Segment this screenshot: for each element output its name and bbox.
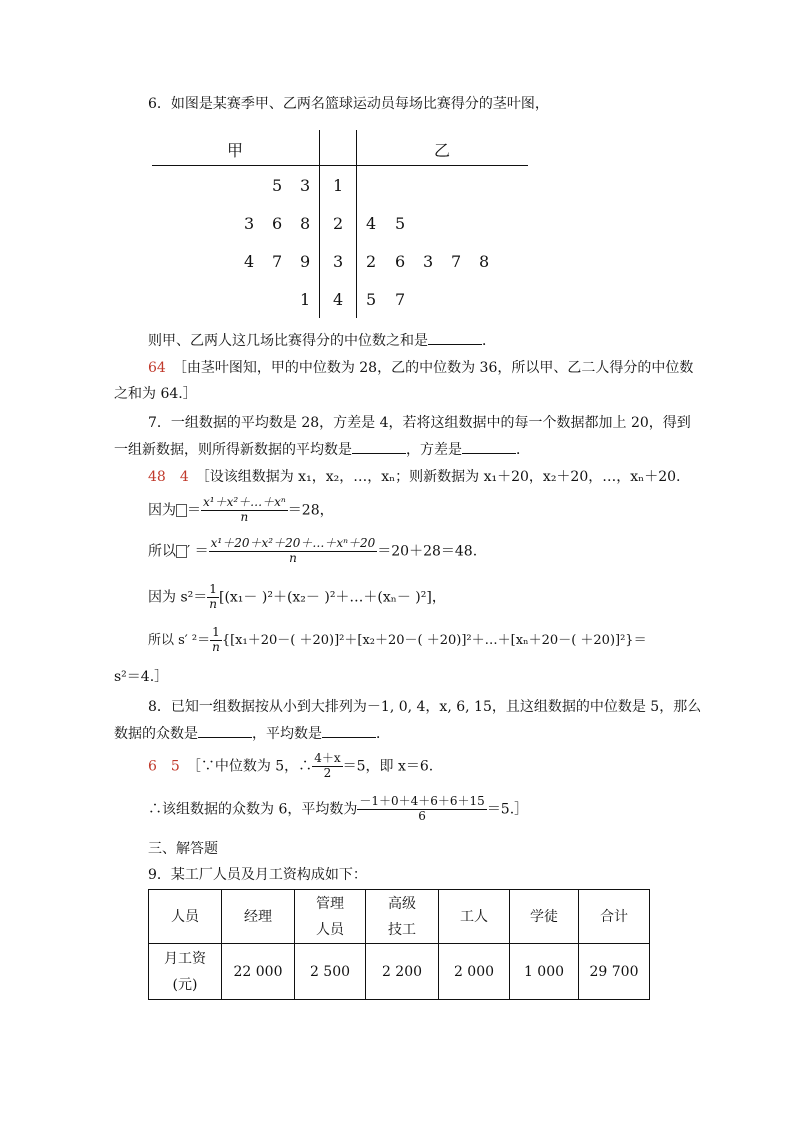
leaf-left: 9 bbox=[300, 252, 311, 271]
plot-header-right: 乙 bbox=[434, 141, 451, 160]
fraction: $\frac{4+x}{2}$ bbox=[314, 751, 341, 780]
q6-solution-cont: 之和为 64.］ bbox=[114, 386, 197, 402]
q6-question: 则甲、乙两人这几场比赛得分的中位数之和是 ． bbox=[148, 333, 496, 349]
fraction: $\frac{\text{x¹＋x²＋…＋xⁿ}}{n}$ bbox=[203, 495, 286, 524]
leaf-right: 7 bbox=[451, 252, 462, 271]
answer-blank bbox=[428, 344, 482, 345]
table-header-cell: 管理人员 bbox=[295, 890, 366, 944]
leaf-right: 4 bbox=[366, 214, 377, 233]
q9-stem: 9．某工厂人员及月工资构成如下： bbox=[148, 867, 367, 883]
table-cell: 22 000 bbox=[222, 944, 295, 1000]
q8-solution-2: ∴该组数据的众数为 6，平均数为 $\frac{-1+0+4+6+6+15}{6}$ ＝5.］ bbox=[148, 794, 529, 823]
fraction: $\frac{1}{n}$ bbox=[212, 625, 220, 654]
fraction: $\frac{1}{n}$ bbox=[209, 582, 217, 611]
q7-eq1: 因为 ＝ $\frac{\text{x¹＋x²＋…＋xⁿ}}{n}$ ＝28， bbox=[148, 495, 334, 524]
q6-solution: 64 ［由茎叶图知，甲的中位数为 28，乙的中位数为 36，所以甲、乙二人得分的中位数 bbox=[148, 360, 694, 376]
q6-answer: 64 bbox=[148, 360, 166, 376]
plot-right-divider bbox=[356, 130, 357, 318]
q8-answer: 6 5 bbox=[148, 758, 180, 775]
table-cell: 29 700 bbox=[579, 944, 650, 1000]
q7-answer: 48 4 bbox=[148, 469, 189, 485]
table-header-cell: 合计 bbox=[579, 890, 650, 944]
leaf-right: 8 bbox=[479, 252, 490, 271]
table-header-cell: 人员 bbox=[149, 890, 222, 944]
leaf-left: 8 bbox=[300, 214, 311, 233]
x-bar-symbol bbox=[176, 504, 187, 517]
q8-line1: 8．已知一组数据按从小到大排列为－1, 0, 4，x, 6, 15，且这组数据的中位数是 5，那么 bbox=[148, 699, 702, 715]
table-row bbox=[149, 944, 650, 1000]
q8-solution-1: 6 5 ［∵中位数为 5，∴ $\frac{4+x}{2}$ ＝5，即 x＝6. bbox=[148, 751, 434, 780]
table-row-label: 月工资(元) bbox=[149, 944, 222, 1000]
table-row bbox=[149, 890, 650, 944]
q7-line2: 一组新数据，则所得新数据的平均数是 ，方差是 ． bbox=[114, 442, 530, 458]
q7-solution-intro: 48 4 ［设该组数据为 x₁，x₂，…，xₙ；则新数据为 x₁＋20，x₂＋20，…，xₙ＋20. bbox=[148, 469, 681, 485]
q7-eq3: 因为 s²＝ $\frac{1}{n}$ [(x₁－ )²＋(x₂－ )²＋…＋(xₙ－ )²]， bbox=[148, 582, 446, 611]
q6-stem: 6．如图是某赛季甲、乙两名篮球运动员每场比赛得分的茎叶图， bbox=[148, 96, 549, 112]
table-cell: 2 500 bbox=[295, 944, 366, 1000]
q8-line2: 数据的众数是 ，平均数是 ． bbox=[114, 726, 390, 742]
plot-left-divider bbox=[319, 130, 320, 318]
leaf-right: 3 bbox=[423, 252, 434, 271]
q7-eq4: 所以 s′ ²＝ $\frac{1}{n}$ {[x₁＋20－( ＋20)]²＋[x₂＋20－( ＋20)]²＋…＋[xₙ＋20－( ＋20)]²}＝ bbox=[148, 625, 647, 654]
q7-eq4-end: s²＝4.］ bbox=[114, 669, 169, 685]
plot-header-left: 甲 bbox=[227, 141, 244, 160]
plot-header-line bbox=[152, 165, 528, 166]
stem-value: 3 bbox=[333, 252, 344, 271]
leaf-left: 4 bbox=[244, 252, 255, 271]
stem-value: 1 bbox=[333, 176, 344, 195]
stem-value: 2 bbox=[333, 214, 344, 233]
leaf-left: 1 bbox=[300, 290, 311, 309]
table-header-cell: 学徒 bbox=[510, 890, 579, 944]
table-cell: 2 200 bbox=[366, 944, 439, 1000]
table-header-cell: 高级技工 bbox=[366, 890, 439, 944]
leaf-left: 3 bbox=[244, 214, 255, 233]
wage-table bbox=[148, 889, 650, 1000]
table-header-cell: 经理 bbox=[222, 890, 295, 944]
answer-blank bbox=[462, 453, 516, 454]
table-cell: 1 000 bbox=[510, 944, 579, 1000]
x-bar-symbol bbox=[176, 545, 187, 558]
answer-blank bbox=[198, 737, 252, 738]
answer-blank bbox=[352, 453, 406, 454]
leaf-right: 5 bbox=[395, 214, 406, 233]
leaf-right: 6 bbox=[395, 252, 406, 271]
leaf-left: 5 bbox=[272, 176, 283, 195]
leaf-right: 5 bbox=[366, 290, 377, 309]
leaf-right: 2 bbox=[366, 252, 377, 271]
q7-line1: 7．一组数据的平均数是 28，方差是 4，若将这组数据中的每一个数据都加上 20，得到 bbox=[148, 415, 691, 431]
fraction: $\frac{\text{x¹＋20＋x²＋20＋…＋xⁿ＋20}}{n}$ bbox=[210, 536, 376, 565]
table-cell: 2 000 bbox=[439, 944, 510, 1000]
leaf-right: 7 bbox=[395, 290, 406, 309]
fraction: $\frac{-1+0+4+6+6+15}{6}$ bbox=[359, 794, 485, 823]
stem-value: 4 bbox=[333, 290, 344, 309]
section-heading: 三、解答题 bbox=[148, 841, 218, 857]
answer-blank bbox=[322, 737, 376, 738]
q7-eq2: 所以 ′ ＝ $\frac{\text{x¹＋20＋x²＋20＋…＋xⁿ＋20}}{n}$ ＝20＋28＝48. bbox=[148, 536, 478, 565]
leaf-left: 3 bbox=[300, 176, 311, 195]
leaf-left: 7 bbox=[272, 252, 283, 271]
table-header-cell: 工人 bbox=[439, 890, 510, 944]
leaf-left: 6 bbox=[272, 214, 283, 233]
